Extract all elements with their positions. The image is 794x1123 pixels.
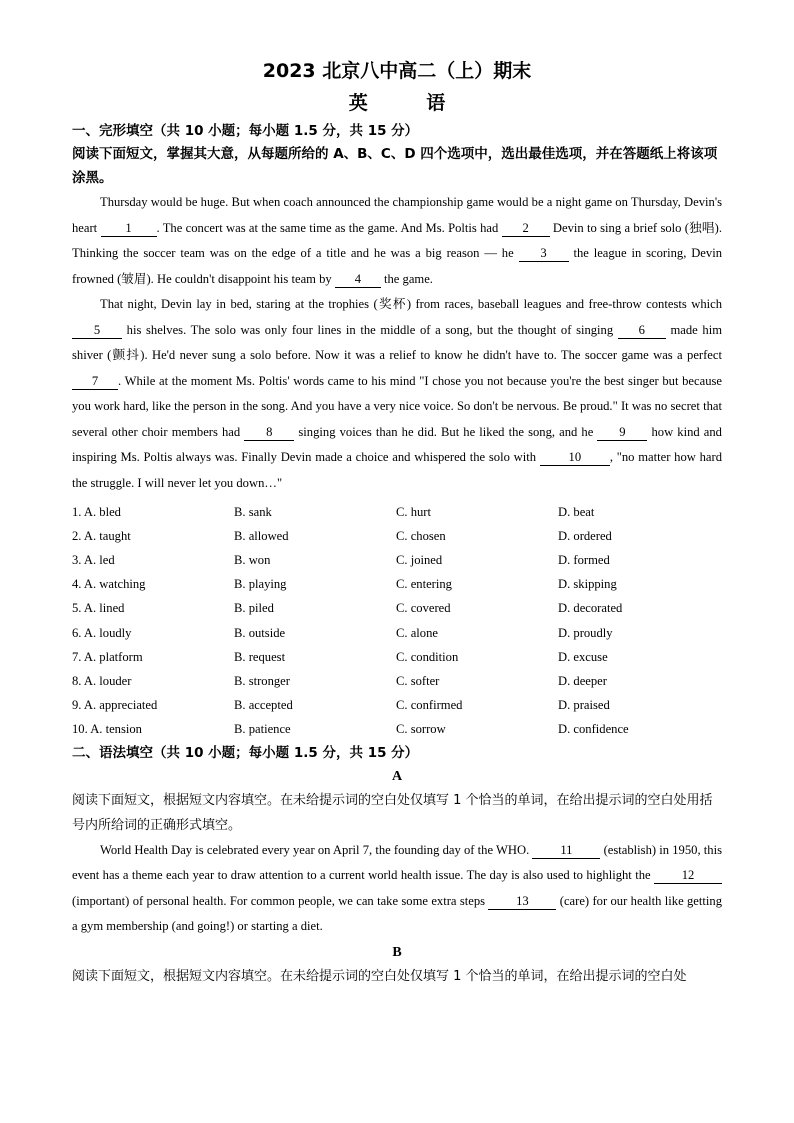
- section1-heading: 一、完形填空（共 10 小题；每小题 1.5 分，共 15 分）: [72, 123, 419, 139]
- option-row-9: [72, 694, 722, 718]
- option-a: 10. A. tension: [72, 722, 142, 737]
- option-b: B. outside: [234, 625, 286, 640]
- option-a: 9. A. appreciated: [72, 698, 158, 713]
- blank-7: 7: [72, 374, 118, 390]
- option-c: C. covered: [396, 601, 451, 616]
- option-b: B. piled: [234, 601, 274, 616]
- part-b-label: B: [392, 944, 402, 960]
- blank-4: 4: [335, 272, 381, 288]
- option-d: D. skipping: [558, 577, 617, 592]
- option-c: C. joined: [396, 552, 443, 567]
- blank-9: 9: [597, 425, 647, 441]
- subject-title: 英 语: [348, 92, 472, 114]
- option-c: C. sorrow: [396, 722, 446, 737]
- option-d: D. confidence: [558, 722, 629, 737]
- para-text: , "no matter how hard the struggle. I will never let you down…": [72, 450, 722, 490]
- option-row-1: [72, 500, 722, 524]
- option-row-4: [72, 573, 722, 597]
- options-table: [72, 500, 722, 742]
- option-c: C. hurt: [396, 504, 431, 519]
- option-row-2: [72, 524, 722, 548]
- option-row-6: [72, 621, 722, 645]
- option-b: B. won: [234, 552, 271, 567]
- option-d: D. formed: [558, 552, 610, 567]
- option-b: B. stronger: [234, 673, 290, 688]
- option-a: 4. A. watching: [72, 577, 146, 592]
- option-c: C. alone: [396, 625, 438, 640]
- para-text: That night, Devin lay in bed, staring at the trophies (奖杯) from races, baseball leagues and free-throw contests which: [100, 297, 722, 311]
- option-d: D. decorated: [558, 601, 623, 616]
- para-text: his shelves. The solo was only four lines in the middle of a song, but the thought of singing: [122, 322, 618, 337]
- blank-1: 1: [101, 221, 157, 237]
- blank-8: 8: [244, 425, 294, 441]
- grammar-paragraph-a: [72, 838, 722, 940]
- option-b: B. playing: [234, 577, 287, 592]
- option-b: B. accepted: [234, 698, 293, 713]
- option-a: 6. A. loudly: [72, 625, 132, 640]
- para-text: . The concert was at the same time as the game. And Ms. Poltis had: [156, 220, 502, 235]
- blank-5: 5: [72, 323, 122, 339]
- option-b: B. sank: [234, 504, 272, 519]
- para-text: (important) of personal health. For common people, we can take some extra steps: [72, 893, 489, 908]
- option-c: C. softer: [396, 673, 440, 688]
- option-a: 1. A. bled: [72, 504, 121, 519]
- option-a: 3. A. led: [72, 552, 115, 567]
- option-c: C. entering: [396, 577, 452, 592]
- para-text: made him shiver (颤抖). He'd never sung a solo before. Now it was a relief to know he didn't have to. The soccer game was a perfect: [72, 322, 722, 362]
- part-a-instruction: 阅读下面短文，根据短文内容填空。在未给提示词的空白处仅填写 1 个恰当的单词，在给出提示词的空白处用括号内所给词的正确形式填空。: [72, 792, 713, 833]
- option-d: D. praised: [558, 698, 610, 713]
- blank-12: 12: [654, 868, 722, 884]
- section2-heading: 二、语法填空（共 10 小题；每小题 1.5 分，共 15 分）: [72, 744, 419, 761]
- para-text: (care) for our health like getting a gym membership (and going!) or starting a diet.: [72, 893, 722, 934]
- option-d: D. deeper: [558, 673, 607, 688]
- para-text: (establish) in 1950, this event has a theme each year to draw attention to a current world health issue. The day is also used to highlight the: [72, 842, 722, 883]
- blank-2: 2: [502, 221, 550, 237]
- option-row-3: [72, 548, 722, 572]
- blank-11: 11: [532, 843, 600, 859]
- para-text: singing voices than he did. But he liked the song, and he: [294, 424, 598, 439]
- option-c: C. condition: [396, 649, 459, 664]
- blank-6: 6: [618, 323, 666, 339]
- para-text: Thursday would be huge. But when coach announced the championship game would be a night game on Thursday, Devin's heart: [72, 195, 722, 235]
- para-text: the game.: [380, 271, 433, 286]
- part-a-label: A: [391, 768, 403, 784]
- option-c: C. confirmed: [396, 698, 463, 713]
- para-text: Devin to sing a brief solo (独唱). Thinking the soccer team was on the edge of a title and he was a big reason — he: [72, 220, 722, 260]
- option-d: D. beat: [558, 504, 595, 519]
- para-text: . While at the moment Ms. Poltis' words came to his mind "I chose you not because you're the best singer but because you work hard, like the person in the song. And you have a very nice voice. So don't be nervous. Be proud." It was no secret that several other choir members had: [72, 373, 722, 439]
- blank-13: 13: [488, 894, 556, 910]
- cloze-paragraph-1: [72, 190, 722, 292]
- section1-instruction: 阅读下面短文，掌握其大意，从每题所给的 A、B、C、D 四个选项中，选出最佳选项，并在答题纸上将该项涂黑。: [72, 146, 718, 186]
- option-b: B. patience: [234, 722, 291, 737]
- para-text: World Health Day is celebrated every year on April 7, the founding day of the WHO.: [100, 842, 533, 857]
- option-a: 7. A. platform: [72, 649, 143, 664]
- option-a: 2. A. taught: [72, 528, 131, 543]
- option-row-10: [72, 718, 722, 742]
- option-row-7: [72, 645, 722, 669]
- para-text: the league in scoring, Devin frowned (皱眉). He couldn't disappoint his team by: [72, 246, 722, 286]
- cloze-paragraph-2: [72, 292, 722, 496]
- option-b: B. request: [234, 649, 286, 664]
- part-b-instruction: 阅读下面短文，根据短文内容填空。在未给提示词的空白处仅填写 1 个恰当的单词，在给出提示词的空白处: [72, 968, 687, 984]
- option-b: B. allowed: [234, 528, 289, 543]
- option-d: D. ordered: [558, 528, 612, 543]
- option-a: 8. A. louder: [72, 673, 132, 688]
- option-d: D. proudly: [558, 625, 613, 640]
- exam-page: [72, 58, 722, 989]
- blank-3: 3: [519, 246, 569, 262]
- para-text: how kind and inspiring Ms. Poltis always was. Finally Devin made a choice and whispered the solo with: [72, 424, 722, 464]
- option-row-5: [72, 597, 722, 621]
- option-row-8: [72, 669, 722, 693]
- option-d: D. excuse: [558, 649, 608, 664]
- option-a: 5. A. lined: [72, 601, 125, 616]
- option-c: C. chosen: [396, 528, 446, 543]
- blank-10: 10: [540, 450, 610, 466]
- exam-title: 2023 北京八中高二（上）期末: [262, 60, 532, 82]
